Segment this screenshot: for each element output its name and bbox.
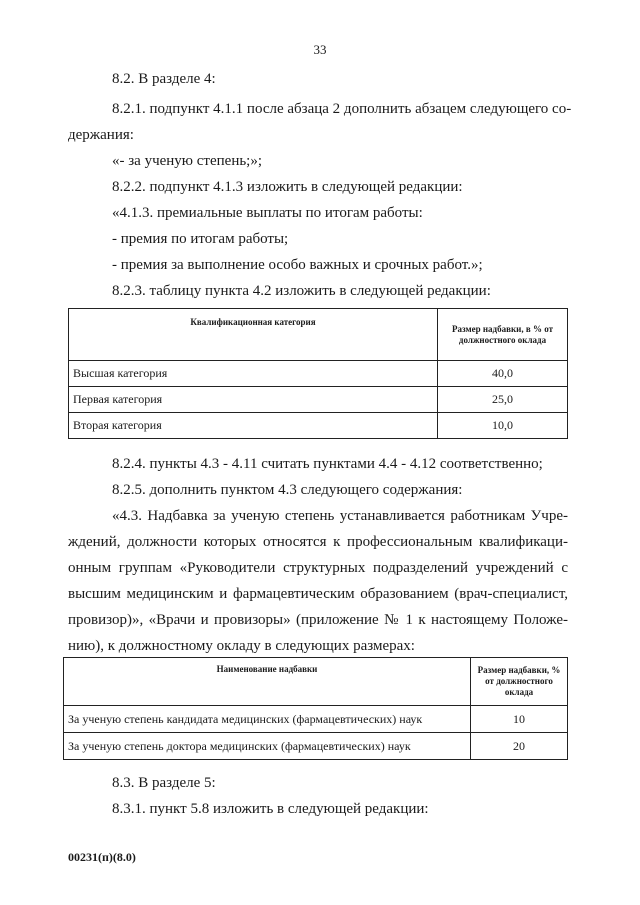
table-cell-value: 10,0 — [438, 413, 568, 439]
list-item-premiya-vazhnye: - премия за выполнение особо важных и срочных работ.»; — [112, 257, 483, 273]
quote-4-1-3: «4.1.3. премиальные выплаты по итогам работы: — [112, 205, 423, 221]
table-cell-allowance: За ученую степень кандидата медицинских (фармацевтических) наук — [64, 706, 471, 733]
document-code: 00231(п)(8.0) — [68, 850, 136, 864]
paragraph-4-3-line1: «4.3. Надбавка за ученую степень устанавливается работникам Учре- — [112, 508, 568, 524]
paragraph-8-2-3: 8.2.3. таблицу пункта 4.2 изложить в следующей редакции: — [112, 283, 491, 299]
paragraph-8-3-1: 8.3.1. пункт 5.8 изложить в следующей редакции: — [112, 801, 429, 817]
paragraph-4-3-line3: онным группам «Руководители структурных подразделений учреждений с — [68, 560, 568, 576]
table-row — [64, 733, 568, 760]
table-row — [69, 387, 568, 413]
table-header-size: Размер надбавки, в % от должностного оклада — [438, 309, 568, 361]
table-header-size: Размер надбавки, % от должностного оклада — [471, 658, 568, 706]
quote-uchenaya-stepen: «- за ученую степень;»; — [112, 153, 263, 169]
table-header-allowance: Наименование надбавки — [64, 658, 471, 706]
paragraph-4-3-line2: ждений, должности которых относятся к профессиональным квалификаци- — [68, 534, 568, 550]
paragraph-4-3-line6: нию), к должностному окладу в следующих размерах: — [68, 638, 415, 654]
table-cell-allowance: За ученую степень доктора медицинских (фармацевтических) наук — [64, 733, 471, 760]
table-cell-value: 25,0 — [438, 387, 568, 413]
paragraph-8-2-2: 8.2.2. подпункт 4.1.3 изложить в следующей редакции: — [112, 179, 463, 195]
paragraph-8-2-4: 8.2.4. пункты 4.3 - 4.11 считать пунктами 4.4 - 4.12 соответственно; — [112, 456, 543, 472]
table-cell-category: Первая категория — [69, 387, 438, 413]
table-cell-category: Высшая категория — [69, 361, 438, 387]
paragraph-8-2: 8.2. В разделе 4: — [112, 71, 216, 87]
table-cell-value: 40,0 — [438, 361, 568, 387]
paragraph-8-2-1-line2: держания: — [68, 127, 134, 143]
list-item-premiya-itogi: - премия по итогам работы; — [112, 231, 289, 247]
table-cell-value: 10 — [471, 706, 568, 733]
table-header-row — [64, 658, 568, 706]
table-row — [64, 706, 568, 733]
table-cell-value: 20 — [471, 733, 568, 760]
table-row — [69, 413, 568, 439]
table-header-category: Квалификационная категория — [69, 309, 438, 361]
table-cell-category: Вторая категория — [69, 413, 438, 439]
table-header-row — [69, 309, 568, 361]
paragraph-8-2-5: 8.2.5. дополнить пунктом 4.3 следующего содержания: — [112, 482, 463, 498]
paragraph-8-2-1-line1: 8.2.1. подпункт 4.1.1 после абзаца 2 дополнить абзацем следующего со- — [112, 101, 572, 117]
paragraph-8-3: 8.3. В разделе 5: — [112, 775, 216, 791]
allowance-table — [63, 657, 568, 760]
paragraph-4-3-line5: провизор)», «Врачи и провизоры» (приложение № 1 к настоящему Положе- — [68, 612, 568, 628]
page-number: 33 — [313, 42, 327, 57]
table-row — [69, 361, 568, 387]
paragraph-4-3-line4: высшим медицинским и фармацевтическим образованием (врач-специалист, — [68, 586, 568, 602]
qualification-table — [68, 308, 568, 439]
